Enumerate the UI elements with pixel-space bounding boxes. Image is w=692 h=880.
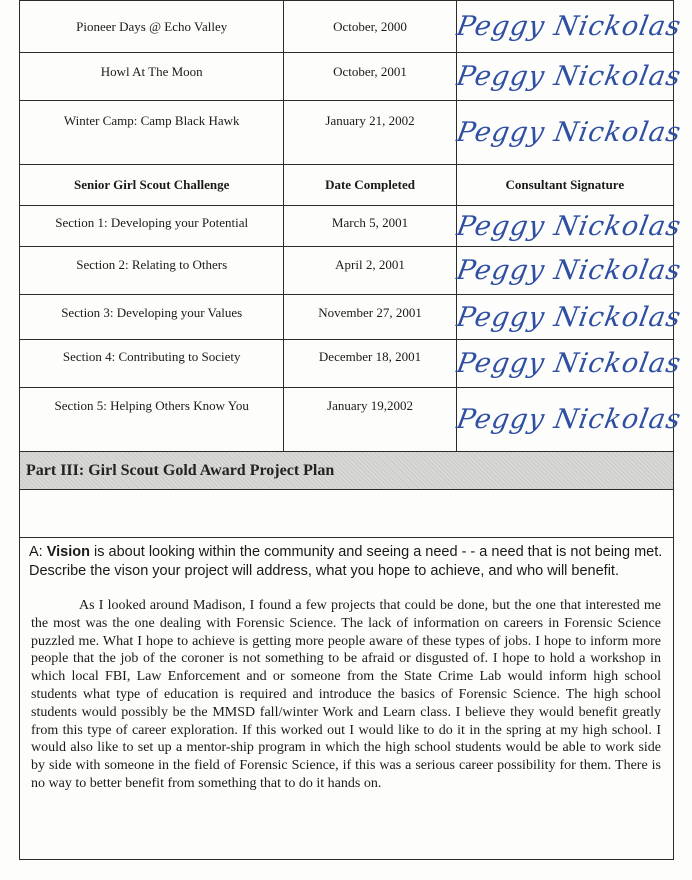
section-label: Section 4: Contributing to Society — [62, 349, 241, 364]
vision-answer: As I looked around Madison, I found a few projects that could be done, but the one that interested me the most was the one dealing with Forensic Science. The lack of information on careers in Forensic Science puzzled me. What I hope to achieve is getting more people aware of these types of jobs. I hope to inform more people that the job of the coroner is not something to be afraid or disgusted of. I hope to hold a workshop in which local FBI, Law Enforcement and or someone from the State Crime Lab would inform high school students what type of education is required and introduce the basics of Forensic Science. The high school students would possibly be the MMSD fall/winter Work and Learn class. I believe they would benefit greatly from this type of career exploration. If this worked out I would like to do it in the spring at my high school. I would also like to set up a mentor-ship program in which the high school students would be able to work side by side with someone in the field of Forensic Science, if this was a serious career possibility for them. There is no way to better benefit from something that to do it hands on. — [31, 598, 661, 791]
table-row — [20, 53, 674, 101]
date-cell — [284, 53, 456, 101]
table-row — [20, 206, 674, 247]
date-label: January 19,2002 — [327, 398, 413, 413]
activity-label: Pioneer Days @ Echo Valley — [76, 19, 228, 34]
consultant-signature: Peggy Nickolas — [453, 61, 684, 92]
activity-log-table — [19, 0, 684, 452]
signature-cell — [453, 340, 684, 388]
blank-row — [20, 490, 673, 538]
table-row — [20, 340, 674, 388]
section-title: Part III: Girl Scout Gold Award Project Plan — [20, 452, 673, 490]
table-row — [20, 388, 674, 452]
consultant-signature: Peggy Nickolas — [453, 117, 684, 148]
date-cell — [284, 388, 456, 452]
header-signature — [456, 165, 673, 206]
section-cell — [20, 295, 284, 340]
gold-award-plan-section — [19, 451, 674, 860]
section-cell — [20, 388, 284, 452]
date-cell — [284, 247, 456, 295]
date-label: March 5, 2001 — [331, 215, 409, 230]
header-date-label: Date Completed — [325, 177, 415, 192]
signature-cell — [453, 247, 684, 295]
table-row — [20, 1, 674, 53]
section-cell — [20, 206, 284, 247]
question-text: is about looking within the community and seeing a need - - a need that is not being met. Describe the vison your project will address, what you hope to achieve, and who will benefit. — [29, 544, 663, 579]
date-cell — [284, 101, 456, 165]
date-label: December 18, 2001 — [318, 349, 422, 364]
signature-cell — [453, 1, 684, 53]
section-label: Section 2: Relating to Others — [76, 257, 228, 272]
consultant-signature: Peggy Nickolas — [453, 301, 684, 333]
table-row — [20, 247, 674, 295]
header-challenge-label: Senior Girl Scout Challenge — [73, 177, 230, 192]
signature-cell — [453, 206, 684, 247]
date-cell — [284, 206, 456, 247]
header-signature-label: Consultant Signature — [505, 177, 625, 192]
question-keyword: Vision — [46, 544, 90, 560]
consultant-signature: Peggy Nickolas — [453, 255, 684, 286]
date-cell — [284, 295, 456, 340]
section-cell — [20, 340, 284, 388]
date-label: January 21, 2002 — [325, 113, 415, 128]
activity-label: Howl At The Moon — [100, 64, 203, 79]
section-label: Section 1: Developing your Potential — [55, 215, 249, 230]
consultant-signature: Peggy Nickolas — [453, 210, 684, 242]
date-label: April 2, 2001 — [335, 257, 405, 272]
activity-cell — [20, 1, 284, 53]
activity-cell — [20, 101, 284, 165]
section-label: Section 3: Developing your Values — [61, 305, 243, 320]
table-row — [20, 295, 674, 340]
header-challenge — [20, 165, 284, 206]
consultant-signature: Peggy Nickolas — [453, 348, 684, 379]
table-row — [20, 101, 674, 165]
activity-label: Winter Camp: Camp Black Hawk — [63, 113, 240, 128]
consultant-signature: Peggy Nickolas — [453, 404, 684, 435]
signature-cell — [453, 53, 684, 101]
section-cell — [20, 247, 284, 295]
vision-question — [29, 543, 665, 581]
date-cell — [284, 340, 456, 388]
date-label: November 27, 2001 — [318, 305, 422, 320]
date-label: October, 2000 — [333, 19, 407, 34]
signature-cell — [453, 388, 684, 452]
date-label: October, 2001 — [333, 64, 407, 79]
question-prefix: A: — [29, 544, 47, 560]
date-cell — [284, 1, 456, 53]
table-header-row — [20, 165, 674, 206]
signature-cell — [453, 101, 684, 165]
header-date — [284, 165, 456, 206]
activity-cell — [20, 53, 284, 101]
section-label: Section 5: Helping Others Know You — [54, 398, 249, 413]
signature-cell — [453, 295, 684, 340]
consultant-signature: Peggy Nickolas — [453, 11, 684, 42]
